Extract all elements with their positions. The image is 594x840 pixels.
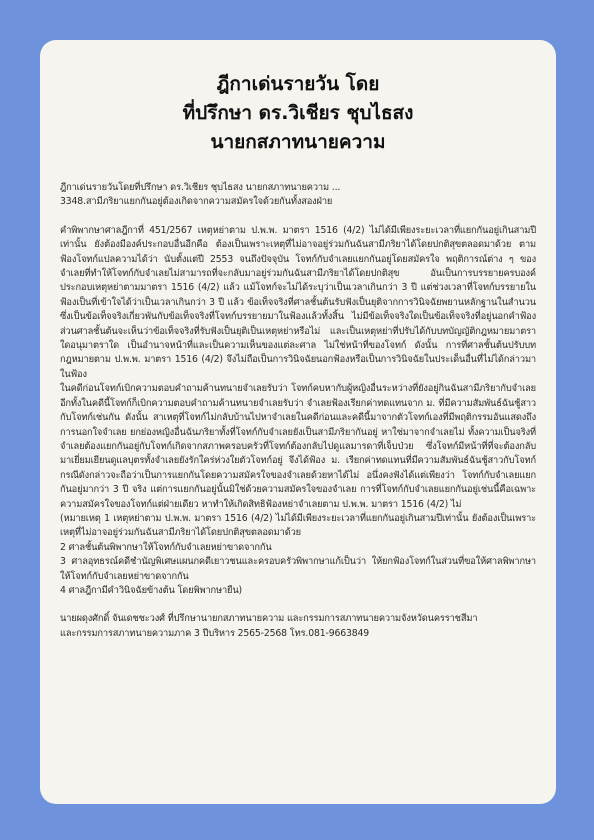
spacer [60,598,536,612]
title-line-1: ฎีกาเด่นรายวัน โดย [216,73,380,95]
note-1: (หมายเหตุ 1 เหตุหย่าตาม ป.พ.พ. มาตรา 1516 (4/2) ไม่ได้มีเพียงระยะเวลาที่แยกกันอยู่เกินสามปีเท่านั้น ยังต้องเป็นเพราะเหตุที่ไม่อาจอยู่ร่วมกันฉันสามีภริยาได้โดยปกติสุขตลอดมาด้วย [60,512,536,539]
article-title [60,70,536,157]
intro-line-1: ฎีกาเด่นรายวันโดยที่ปรึกษา ดร.วิเชียร ชุบไธสง นายกสภาทนายความ ... [60,182,341,193]
note-3: 3 ศาลอุทธรณ์คดีชำนัญพิเศษแผนกคดีเยาวชนและครอบครัวพิพากษาแก้เป็นว่า ให้ยกฟ้องโจทก์ในส่วนที่ขอให้ศาลพิพากษาให้โจทก์กับจำเลยหย่าขาดจากกัน [60,556,536,582]
note-2: 2 ศาลชั้นต้นพิพากษาให้โจทก์กับจำเลยหย่าขาดจากกัน [60,541,272,553]
signature-line-2: และกรรมการสภาทนายความภาค 3 ปีบริหาร 2565-2568 โทร.081-9663849 [60,627,370,639]
note-4: 4 ศาลฎีกามีคำวินิจฉัยข้างต้น โดยพิพากษายืน) [60,584,243,596]
article-body [60,181,536,641]
article-card [40,40,556,804]
title-line-2: ที่ปรึกษา ดร.วิเชียร ชุบไธสง [182,102,414,124]
title-line-3: นายกสภาทนายความ [210,131,386,153]
paragraph-2: ในคดีก่อนโจทก์เบิกความตอบคำถามค้านทนายจำเลยรับว่า โจทก์คบหากับผู้หญิงอื่นระหว่างที่ยังอยู่กินฉันสามีภริยากับจำเลย อีกทั้งในคดีนี้โจทก์ก็เบิกความตอบคำถามค้านทนายจำเลยรับว่า จำเลยฟ้องเรียกค่าทดแทนจาก ม. ที่มีความสัมพันธ์ฉันชู้สาวกับโจทก์เช่นกัน ดังนั้น สาเหตุที่โจทก์ไม่กลับบ้านไปหาจำเลยในคดีก่อนและคดีนี้มาจากตัวโจทก์เองที่มีพฤติกรรมอันแสดงถึงการนอกใจจำเลย ยกย่องหญิงอื่นฉันภริยาทั้งที่โจทก์กับจำเลยยังเป็นสามีภริยากันอยู่ หาใช่มาจากจำเลยไม่ ทั้งความเป็นจริงที่จำเลยต้องแยกกันอยู่กับโจทก์เกิดจากสภาพครอบครัวที่โจทก์ต้องกลับไปดูแลมารดาที่เจ็บป่วย ซึ่งโจทก์มีหน้าที่ที่จะต้องกลับมาเยี่ยมเยียนดูแลบุตรทั้งจำเลยยังรักใคร่ห่วงใยตัวโจทก์อยู่ จึงได้ฟ้อง ม. เรียกค่าทดแทนที่มีความสัมพันธ์ฉันชู้สาวกับโจทก์ กรณีดังกล่าวจะถือว่าเป็นการแยกกันโดยความสมัครใจของจำเลยด้วยหาได้ไม่ อนึ่งคงฟังได้แต่เพียงว่า โจทก์กับจำเลยแยกกันอยู่มากว่า 3 ปี จริง แต่การแยกกันอยู่นั้นมิใช่ด้วยความสมัครใจของจำเลย การที่โจทก์กับจำเลยแยกกันอยู่เช่นนี้คือเฉพาะความสมัครใจของโจทก์แต่ฝ่ายเดียว หาทำให้เกิดสิทธิฟ้องหย่าจำเลยตาม ป.พ.พ. มาตรา 1516 (4/2) ไม่ [60,383,536,510]
spacer [60,210,536,224]
intro-line-2: 3348.สามีภริยาแยกกันอยู่ต้องเกิดจากความสมัครใจด้วยกันทั้งสองฝ่าย [60,196,333,208]
paragraph-1: คำพิพากษาศาลฎีกาที่ 451/2567 เหตุหย่าตาม ป.พ.พ. มาตรา 1516 (4/2) ไม่ได้มีเพียงระยะเวลาที่แยกกันอยู่เกินสามปีเท่านั้น ยังต้องมีองค์ประกอบอื่นอีกคือ ต้องเป็นเพราะเหตุที่ไม่อาจอยู่ร่วมกันฉันสามีภริยาได้โดยปกติสุขตลอดมาด้วย ตามฟ้องโจทก์แปลความได้ว่า นับตั้งแต่ปี 2553 จนถึงปัจจุบัน โจทก์กับจำเลยแยกกันอยู่โดยสมัครใจ พฤติการณ์ต่าง ๆ ของจำเลยที่ทำให้โจทก์กับจำเลยไม่สามารถที่จะกลับมาอยู่ร่วมกันฉันสามีภริยาได้โดยปกติสุข อันเป็นการบรรยายครบองค์ประกอบเหตุหย่าตามมาตรา 1516 (4/2) แล้ว แม้โจทก์จะไม่ได้ระบุว่าเป็นเวลาเกินกว่า 3 ปี แต่ช่วงเวลาที่โจทก์บรรยายในฟ้องเป็นที่เข้าใจได้ว่าเป็นเวลาเกินกว่า 3 ปี แล้ว ข้อเท็จจริงที่ศาลชั้นต้นรับฟังเป็นยุติจากการวินิจฉัยพยานหลักฐานในสำนวน ซึ่งเป็นข้อเท็จจริงเกี่ยวพันกับข้อเท็จจริงที่โจทก์บรรยายมาในฟ้องแล้วทั้งสิ้น ไม่มีข้อเท็จจริงใดเป็นข้อเท็จจริงที่อยู่นอกคำฟ้อง ส่วนศาลชั้นต้นจะเห็นว่าข้อเท็จจริงที่รับฟังเป็นยุติเป็นเหตุหย่าหรือไม่ และเป็นเหตุหย่าที่ปรับได้กับบทบัญญัติกฎหมายมาตราใดอนุมาตราใด เป็นอำนาจหน้าที่และเป็นความเห็นของแต่ละศาล ไม่ใช่หน้าที่ของโจทก์ ดังนั้น การที่ศาลชั้นต้นปรับบทกฎหมายตาม ป.พ.พ. มาตรา 1516 (4/2) จึงไม่ถือเป็นการวินิจฉัยนอกฟ้องหรือเป็นการวินิจฉัยในประเด็นอื่นที่ไม่ได้กล่าวมาในฟ้อง [60,224,536,380]
signature-line-1: นายผดุงศักดิ์ จันเดชชะวงศ์ ที่ปรึกษานายกสภาทนายความ และกรรมการสภาทนายความจังหวัดนครราชสีมา [60,613,478,625]
